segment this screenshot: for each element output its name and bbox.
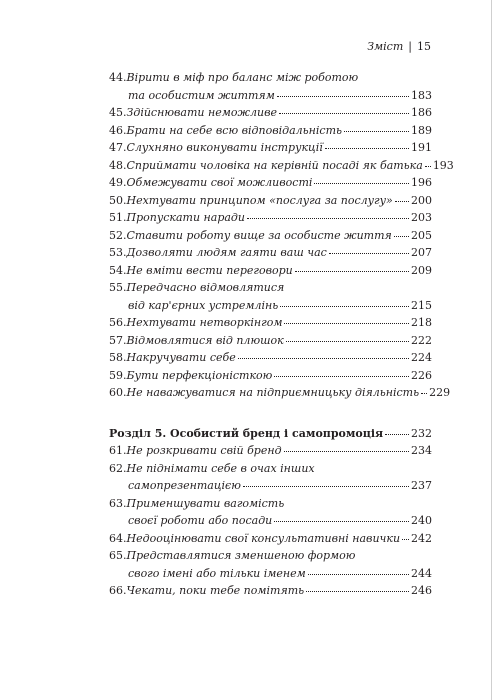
toc-entry-title: своєї роботи або посади bbox=[128, 514, 273, 527]
toc-entry-number: 64. bbox=[109, 531, 127, 545]
toc-entry-continuation bbox=[109, 477, 432, 495]
toc-leader-dots bbox=[284, 323, 409, 324]
toc-entry-number: 45. bbox=[109, 106, 127, 119]
toc-entry-page: 237 bbox=[411, 479, 432, 492]
toc-leader-dots bbox=[274, 376, 409, 377]
toc-entry bbox=[109, 174, 432, 192]
toc-entry-number: 57. bbox=[109, 333, 127, 347]
toc-entry bbox=[109, 104, 432, 122]
toc-entry bbox=[109, 279, 432, 297]
toc-entry bbox=[109, 139, 432, 157]
toc-entry-number: 65. bbox=[109, 549, 127, 562]
toc-entry-title: Передчасно відмовлятися bbox=[126, 281, 285, 294]
toc-leader-dots bbox=[314, 183, 409, 184]
toc-entry-number: 63. bbox=[109, 496, 127, 510]
toc-entry-continuation bbox=[109, 87, 432, 105]
toc-entry bbox=[109, 122, 432, 140]
toc-entry-number: 53. bbox=[109, 246, 127, 259]
toc-entry-page: 222 bbox=[411, 333, 432, 347]
toc-entry bbox=[109, 244, 432, 262]
toc-entry bbox=[109, 530, 432, 548]
toc-leader-dots bbox=[295, 271, 409, 272]
toc-entry-number: 44. bbox=[109, 71, 127, 84]
toc-leader-dots bbox=[425, 166, 431, 167]
toc-entry-title: Применшувати вагомість bbox=[126, 496, 285, 510]
toc-entry-title: Ставити роботу вище за особисте життя bbox=[126, 228, 392, 242]
toc-entry bbox=[109, 384, 451, 402]
toc-entry-page: 218 bbox=[411, 316, 432, 329]
toc-entry-title: Брати на себе всю відповідальність bbox=[126, 123, 343, 137]
toc-entry-title: самопрезентацією bbox=[128, 479, 241, 492]
toc-entry bbox=[109, 332, 432, 350]
toc-entry bbox=[109, 367, 432, 385]
toc-entry-number: 54. bbox=[109, 263, 127, 277]
toc-leader-dots bbox=[286, 341, 409, 342]
toc-leader-dots bbox=[274, 521, 409, 522]
toc-entry-page: 191 bbox=[411, 141, 432, 154]
toc-entry-page: 209 bbox=[411, 263, 432, 277]
toc-leader-dots bbox=[306, 591, 409, 592]
toc-leader-dots bbox=[238, 358, 409, 359]
toc-entry bbox=[109, 227, 432, 245]
toc-entry-title: від кар'єрних устремлінь bbox=[128, 298, 279, 312]
toc-entry-number: 56. bbox=[109, 316, 127, 329]
toc-entry bbox=[109, 192, 432, 210]
toc-entry-title: Пропускати наради bbox=[126, 211, 245, 224]
toc-entry-title: Недооцінювати свої консультативні навички bbox=[126, 531, 401, 545]
toc-leader-dots bbox=[402, 539, 409, 540]
toc-entry-title: Вірити в міф про баланс між роботою bbox=[126, 71, 359, 84]
toc-entry-title: Обмежувати свої можливості bbox=[126, 176, 313, 189]
toc-entry-page: 226 bbox=[411, 368, 432, 382]
toc-entry-title: Представлятися зменшеною формою bbox=[126, 549, 356, 562]
toc-entry-page: 229 bbox=[429, 386, 451, 399]
running-head bbox=[367, 40, 431, 53]
table-of-contents bbox=[109, 69, 454, 600]
toc-entry-number: 58. bbox=[109, 351, 127, 364]
toc-entry-page: 246 bbox=[411, 584, 432, 597]
toc-entry-number: 66. bbox=[109, 584, 127, 597]
running-head-separator: | bbox=[408, 40, 412, 53]
toc-section-heading bbox=[109, 425, 432, 443]
toc-entry-number: 52. bbox=[109, 228, 127, 242]
toc-entry-title: Чекати, поки тебе помітять bbox=[126, 584, 305, 597]
toc-entry bbox=[109, 69, 432, 87]
toc-entry bbox=[109, 314, 432, 332]
toc-entry bbox=[109, 262, 432, 280]
toc-entry-title: Сприймати чоловіка на керівній посаді як батька bbox=[126, 158, 423, 172]
toc-entry-page: 215 bbox=[411, 298, 432, 312]
toc-entry bbox=[109, 547, 432, 565]
toc-entry-page: 193 bbox=[432, 158, 454, 172]
toc-entry-title: свого імені або тільки іменем bbox=[128, 566, 306, 580]
toc-leader-dots bbox=[279, 113, 409, 114]
toc-entry-number: 61. bbox=[109, 444, 127, 457]
running-head-page-number: 15 bbox=[417, 40, 431, 53]
toc-entry-page: 242 bbox=[411, 531, 432, 545]
toc-entry-page: 244 bbox=[411, 566, 432, 580]
toc-entry-page: 189 bbox=[411, 123, 432, 137]
toc-entry-number: 50. bbox=[109, 193, 127, 207]
toc-entry bbox=[109, 209, 432, 227]
toc-entry-number: 60. bbox=[109, 386, 127, 399]
toc-entry-title: та особистим життям bbox=[128, 88, 275, 102]
toc-entry-page: 200 bbox=[411, 193, 432, 207]
section-gap bbox=[109, 402, 432, 425]
toc-leader-dots bbox=[243, 486, 409, 487]
toc-leader-dots bbox=[308, 574, 409, 575]
toc-entry-number: 51. bbox=[109, 211, 127, 224]
toc-entry-page: 207 bbox=[411, 246, 432, 259]
toc-entry-title: Дозволяти людям гаяти ваш час bbox=[126, 246, 327, 259]
toc-entries-chapter-5 bbox=[109, 442, 432, 600]
toc-entry-number: 47. bbox=[109, 141, 127, 154]
toc-leader-dots bbox=[394, 236, 409, 237]
toc-entry-number: 62. bbox=[109, 461, 127, 475]
toc-entry-title: Бути перфекціоністкою bbox=[126, 368, 273, 382]
toc-section-title: Розділ 5. Особистий бренд і самопромоція bbox=[109, 426, 384, 440]
toc-entry-page: 186 bbox=[411, 106, 432, 119]
toc-entry-number: 55. bbox=[109, 281, 127, 294]
toc-leader-dots bbox=[277, 96, 409, 97]
toc-leader-dots bbox=[385, 434, 409, 435]
toc-entry-title: Не піднімати себе в очах інших bbox=[126, 461, 315, 475]
toc-entry-page: 203 bbox=[411, 211, 432, 224]
toc-entry-page: 205 bbox=[411, 228, 432, 242]
toc-entry-title: Нехтувати нетворкінгом bbox=[126, 316, 283, 329]
toc-entry bbox=[109, 582, 432, 600]
toc-leader-dots bbox=[329, 253, 409, 254]
toc-entry-number: 59. bbox=[109, 368, 127, 382]
toc-entry bbox=[109, 349, 432, 367]
toc-entry-title: Нехтувати принципом «послуга за послугу» bbox=[126, 193, 393, 207]
toc-entry-page: 240 bbox=[411, 514, 432, 527]
toc-leader-dots bbox=[284, 451, 409, 452]
toc-entry-title: Не наважуватися на підприємницьку діяльність bbox=[126, 386, 420, 399]
toc-entry-title: Здійснювати неможливе bbox=[126, 106, 277, 119]
toc-leader-dots bbox=[395, 201, 409, 202]
toc-entry-title: Накручувати себе bbox=[126, 351, 236, 364]
toc-entry-title: Не розкривати свій бренд bbox=[126, 444, 282, 457]
toc-entry-continuation bbox=[109, 512, 432, 530]
toc-entry-number: 48. bbox=[109, 158, 127, 172]
toc-entry-page: 234 bbox=[411, 444, 432, 457]
toc-leader-dots bbox=[344, 131, 409, 132]
running-head-title: Зміст bbox=[367, 40, 404, 53]
toc-entry-number: 46. bbox=[109, 123, 127, 137]
toc-entry-continuation bbox=[109, 297, 432, 315]
toc-entry-page: 196 bbox=[411, 176, 432, 189]
toc-section-page: 232 bbox=[411, 426, 432, 440]
toc-entry-page: 224 bbox=[411, 351, 432, 364]
toc-entry-title: Відмовлятися від плюшок bbox=[126, 333, 284, 347]
toc-entry bbox=[109, 157, 454, 175]
toc-entry-title: Не вміти вести переговори bbox=[126, 263, 293, 277]
toc-entry-title: Слухняно виконувати інструкції bbox=[126, 141, 323, 154]
toc-leader-dots bbox=[325, 148, 409, 149]
toc-entry bbox=[109, 460, 432, 478]
toc-leader-dots bbox=[421, 393, 427, 394]
toc-entry-continuation bbox=[109, 565, 432, 583]
toc-leader-dots bbox=[247, 218, 409, 219]
toc-entries-chapter-4 bbox=[109, 69, 454, 402]
toc-entry bbox=[109, 442, 432, 460]
toc-entry-number: 49. bbox=[109, 176, 127, 189]
toc-leader-dots bbox=[280, 306, 409, 307]
toc-entry bbox=[109, 495, 432, 513]
toc-entry-page: 183 bbox=[411, 88, 432, 102]
